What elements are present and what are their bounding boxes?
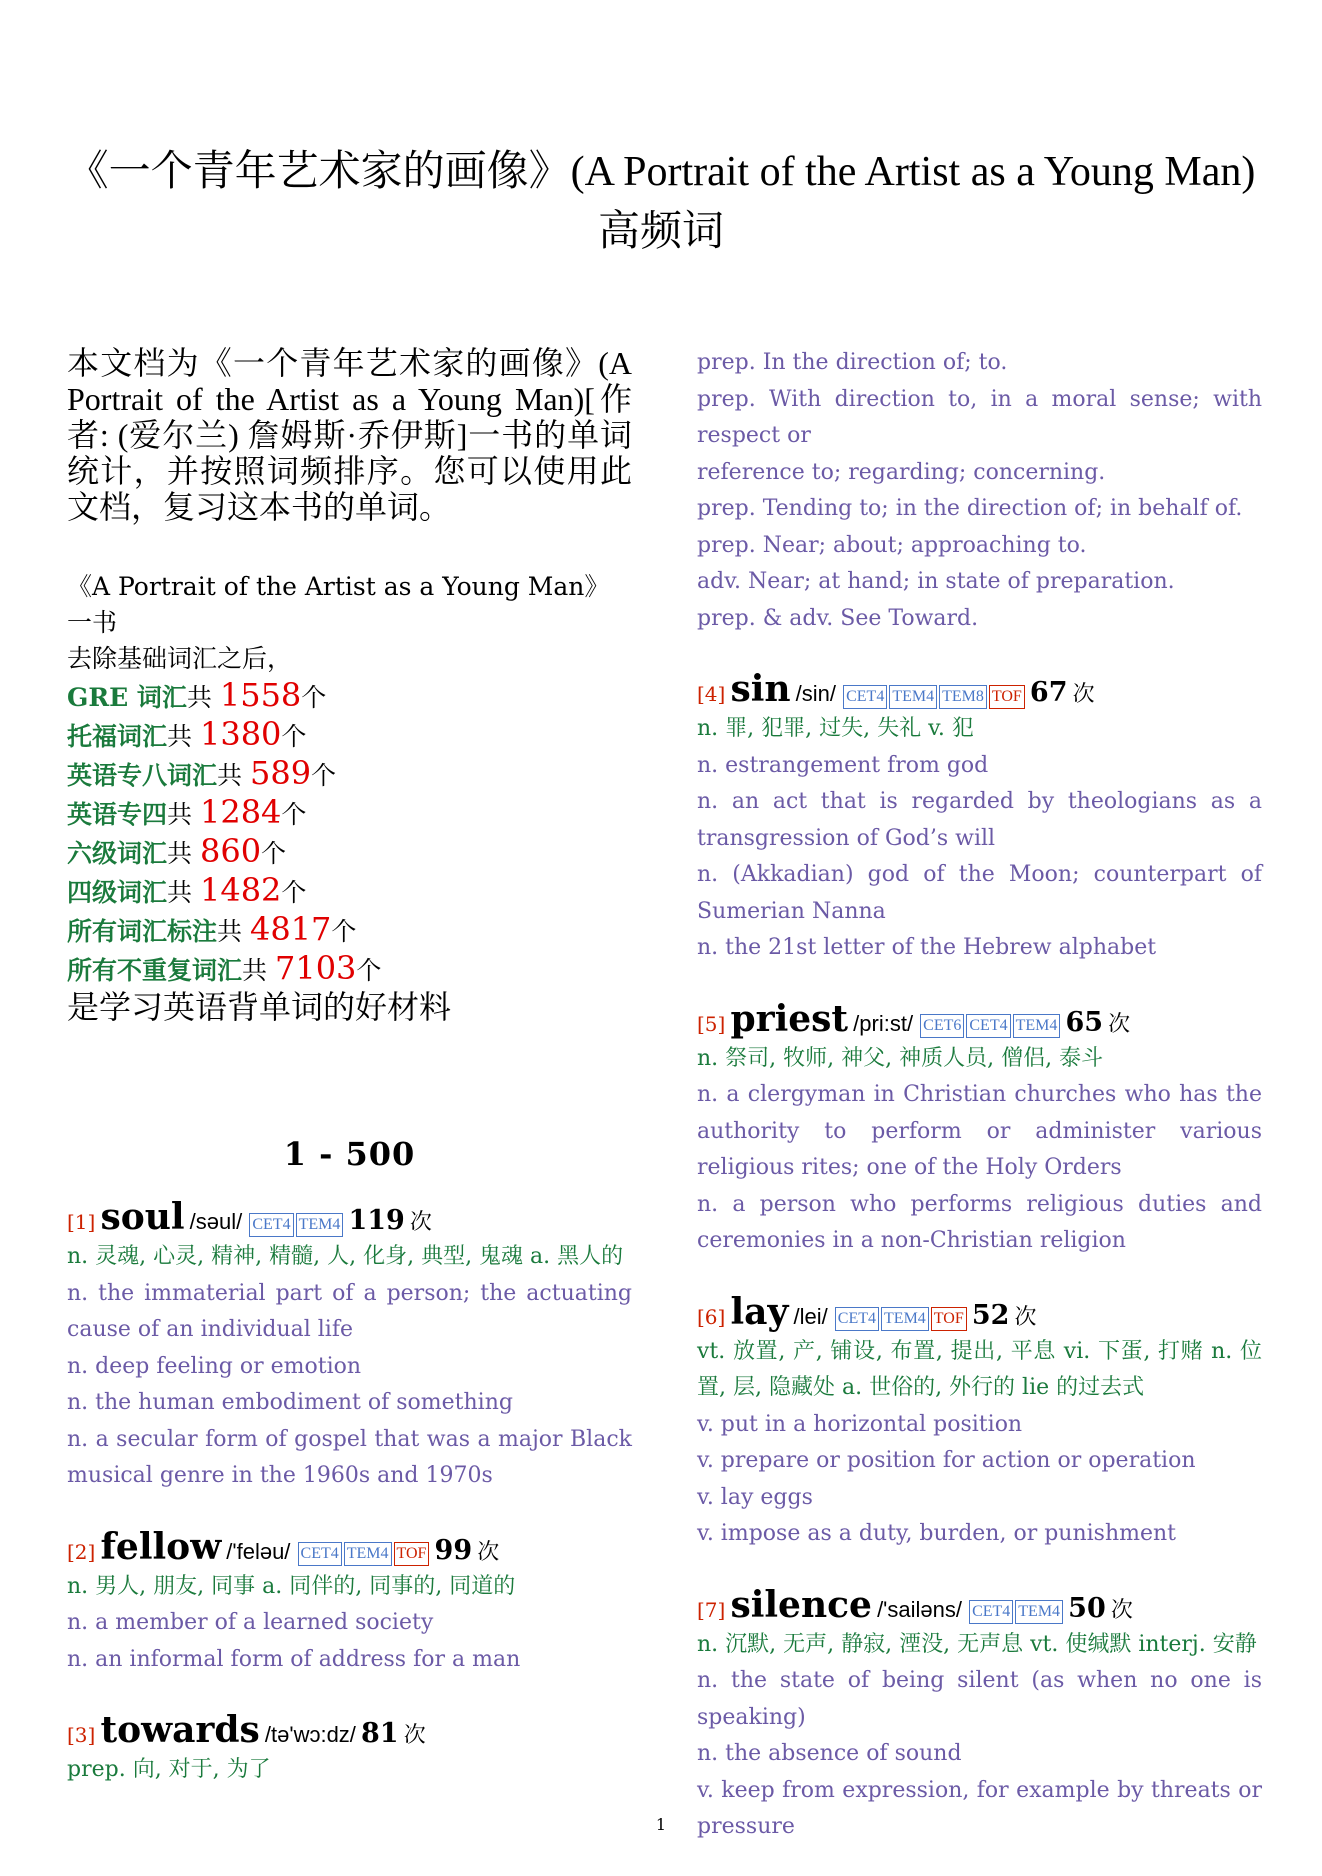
entry-index: [7] bbox=[697, 1597, 726, 1622]
entry-phonetic: /lei/ bbox=[793, 1303, 828, 1329]
entry-count-unit: 次 bbox=[1108, 1011, 1131, 1037]
stat-cet6: 六级词汇共 860个 bbox=[67, 832, 287, 870]
entry-def: adv. Near; at hand; in state of preparation. bbox=[697, 569, 1175, 594]
entry-word: soul bbox=[100, 1196, 185, 1238]
entry-def: prep. With direction to, in a moral sense; with respect or bbox=[697, 386, 1262, 448]
entry-index: [3] bbox=[67, 1723, 96, 1747]
entry-cn-def: prep. 向, 对于, 为了 bbox=[67, 1757, 271, 1782]
entry-phonetic: /'feləu/ bbox=[226, 1538, 291, 1564]
tag-cet4: CET4 bbox=[969, 1600, 1013, 1624]
tag-tem4: TEM4 bbox=[1013, 1014, 1061, 1038]
entry-cn-def: n. 罪, 犯罪, 过失, 失礼 v. 犯 bbox=[697, 716, 974, 741]
entry-def: n. a person who performs religious duties and ceremonies in a non-Christian religion bbox=[697, 1191, 1262, 1253]
stat-unique: 所有不重复词汇共 7103个 bbox=[67, 949, 382, 987]
summary-closing: 是学习英语背单词的好材料 bbox=[67, 988, 452, 1026]
entry-word: silence bbox=[730, 1583, 872, 1626]
tag-cet6: CET6 bbox=[920, 1014, 964, 1038]
word-entry-continued bbox=[697, 345, 1262, 637]
tag-tem4: TEM4 bbox=[344, 1542, 392, 1566]
entry-index: [2] bbox=[67, 1539, 96, 1564]
entry-header bbox=[697, 667, 1262, 711]
range-heading: 1 - 500 bbox=[283, 1135, 416, 1173]
entry-def: n. a member of a learned society bbox=[67, 1610, 434, 1635]
entry-word: priest bbox=[730, 997, 849, 1040]
entry-def: v. impose as a duty, burden, or punishment bbox=[697, 1521, 1177, 1546]
entry-def: prep. Near; about; approaching to. bbox=[697, 532, 1087, 558]
entry-phonetic: /tə'wɔ:dz/ bbox=[264, 1722, 356, 1747]
entry-cn-def: n. 沉默, 无声, 静寂, 湮没, 无声息 vt. 使缄默 interj. 安静 bbox=[697, 1631, 1257, 1657]
entry-cn-def: n. 男人, 朋友, 同事 a. 同伴的, 同事的, 同道的 bbox=[67, 1573, 516, 1599]
entry-index: [6] bbox=[697, 1304, 726, 1329]
page-number: 1 bbox=[655, 1815, 667, 1834]
entry-phonetic: /pri:st/ bbox=[853, 1010, 914, 1036]
entry-def: n. an act that is regarded by theologians as a transgression of God’s will bbox=[697, 789, 1262, 851]
tag-tem4: TEM4 bbox=[889, 685, 937, 709]
entry-word: fellow bbox=[100, 1525, 222, 1568]
tag-tem8: TEM8 bbox=[939, 685, 987, 709]
stat-cet4: 四级词汇共 1482个 bbox=[67, 871, 307, 909]
stat-gre: GRE 词汇共 1558个 bbox=[67, 676, 327, 714]
entry-count-unit: 次 bbox=[403, 1723, 426, 1748]
tag-tem4: TEM4 bbox=[296, 1213, 344, 1237]
entry-count: 65 bbox=[1065, 1006, 1104, 1038]
document-title bbox=[40, 142, 1282, 262]
entry-def: n. an informal form of address for a man bbox=[67, 1646, 521, 1672]
entry-cn-def: n. 祭司, 牧师, 神父, 神质人员, 僧侣, 泰斗 bbox=[697, 1045, 1104, 1071]
summary-heading-2: 去除基础词汇之后， bbox=[67, 644, 293, 673]
entry-word: lay bbox=[730, 1290, 789, 1333]
stat-tem4: 英语专四共 1284个 bbox=[67, 793, 307, 831]
entry-index: [4] bbox=[697, 682, 726, 706]
title-line-2: 高频词 bbox=[597, 209, 724, 255]
entry-header bbox=[697, 997, 1262, 1041]
tag-tof: TOF bbox=[931, 1307, 967, 1331]
entry-header bbox=[697, 1290, 1262, 1334]
tag-cet4: CET4 bbox=[966, 1014, 1010, 1038]
entry-phonetic: /sin/ bbox=[795, 681, 837, 706]
entry-cn-def: vt. 放置, 产, 铺设, 布置, 提出, 平息 vi. 下蛋, 打赌 n. 位置, 层, 隐藏处 a. 世俗的, 外行的 lie 的过去式 bbox=[697, 1338, 1262, 1400]
entry-count: 81 bbox=[361, 1718, 399, 1749]
tag-tof: TOF bbox=[989, 685, 1025, 709]
entry-count: 67 bbox=[1029, 677, 1068, 708]
entry-def: n. the 21st letter of the Hebrew alphabet bbox=[697, 935, 1157, 960]
entry-def: reference to; regarding; concerning. bbox=[697, 459, 1106, 485]
entry-phonetic: /'sailəns/ bbox=[877, 1596, 962, 1622]
intro-paragraph: 本文档为《一个青年艺术家的画像》(A Portrait of the Artist as a Young Man)[作者: (爱尔兰) 詹姆斯·乔伊斯]一书的单词统计，并按照词频排序。您可以使用此文档，复习这本书的单词。 bbox=[67, 345, 632, 525]
entry-def: n. the absence of sound bbox=[697, 1741, 962, 1766]
right-column bbox=[697, 345, 1262, 1876]
entry-phonetic: /səul/ bbox=[189, 1209, 243, 1234]
entry-header bbox=[67, 1708, 632, 1752]
entry-def: v. keep from expression, for example by threats or pressure bbox=[697, 1777, 1262, 1839]
entry-def: n. deep feeling or emotion bbox=[67, 1353, 362, 1379]
entry-def: prep. & adv. See Toward. bbox=[697, 605, 979, 631]
word-entry bbox=[697, 1290, 1262, 1553]
entry-def: n. estrangement from god bbox=[697, 752, 989, 778]
entry-def: prep. Tending to; in the direction of; in behalf of. bbox=[697, 496, 1243, 521]
entry-header bbox=[67, 1525, 632, 1569]
entry-word: sin bbox=[730, 668, 791, 710]
entry-def: n. a clergyman in Christian churches who has the authority to perform or administer various religious rites; one of the Holy Orders bbox=[697, 1082, 1262, 1180]
entry-word: towards bbox=[100, 1709, 260, 1751]
entry-def: v. lay eggs bbox=[697, 1484, 813, 1510]
entry-def: n. the immaterial part of a person; the actuating cause of an individual life bbox=[67, 1280, 632, 1342]
entry-header bbox=[67, 1195, 632, 1239]
tag-tem4: TEM4 bbox=[881, 1307, 929, 1331]
vocab-summary bbox=[67, 569, 632, 1025]
entry-def: n. the human embodiment of something bbox=[67, 1390, 513, 1415]
tag-tem4: TEM4 bbox=[1015, 1600, 1063, 1624]
entry-count-unit: 次 bbox=[409, 1210, 432, 1235]
tag-cet4: CET4 bbox=[843, 685, 887, 709]
word-entry bbox=[697, 997, 1262, 1260]
tag-tof: TOF bbox=[394, 1542, 430, 1566]
title-line-1: 《一个青年艺术家的画像》(A Portrait of the Artist as a Young Man) bbox=[66, 149, 1256, 195]
entry-count-unit: 次 bbox=[1072, 682, 1095, 707]
entry-index: [1] bbox=[67, 1210, 96, 1234]
entry-count-unit: 次 bbox=[1110, 1597, 1133, 1623]
stat-all-tagged: 所有词汇标注共 4817个 bbox=[67, 910, 357, 948]
tag-cet4: CET4 bbox=[835, 1307, 879, 1331]
entry-cn-def: n. 灵魂, 心灵, 精神, 精髓, 人, 化身, 典型, 鬼魂 a. 黑人的 bbox=[67, 1244, 624, 1269]
entry-header bbox=[697, 1583, 1262, 1627]
stat-toefl: 托福词汇共 1380个 bbox=[67, 715, 307, 753]
tag-cet4: CET4 bbox=[298, 1542, 342, 1566]
entry-count: 52 bbox=[971, 1299, 1010, 1331]
entry-count-unit: 次 bbox=[477, 1539, 500, 1565]
entry-count: 99 bbox=[434, 1534, 473, 1566]
word-entry bbox=[67, 1525, 632, 1679]
entry-def: n. a secular form of gospel that was a major Black musical genre in the 1960s and 1970s bbox=[67, 1426, 632, 1488]
entry-index: [5] bbox=[697, 1011, 726, 1036]
entry-count: 119 bbox=[348, 1205, 405, 1236]
stat-tem8: 英语专八词汇共 589个 bbox=[67, 754, 337, 792]
word-entry bbox=[697, 667, 1262, 967]
summary-heading-1: 《A Portrait of the Artist as a Young Man》一书 bbox=[67, 572, 610, 637]
tag-cet4: CET4 bbox=[249, 1213, 293, 1237]
word-entry bbox=[67, 1708, 632, 1789]
entry-def: prep. In the direction of; to. bbox=[697, 350, 1008, 375]
entry-def: v. put in a horizontal position bbox=[697, 1411, 1023, 1437]
entry-count: 50 bbox=[1068, 1592, 1106, 1624]
word-entry bbox=[697, 1583, 1262, 1846]
entry-def: n. the state of being silent (as when no one is speaking) bbox=[697, 1668, 1262, 1730]
entry-def: v. prepare or position for action or operation bbox=[697, 1448, 1196, 1473]
word-entry bbox=[67, 1195, 632, 1495]
left-column bbox=[67, 345, 632, 1819]
entry-count-unit: 次 bbox=[1014, 1304, 1037, 1330]
entry-def: n. (Akkadian) god of the Moon; counterpart of Sumerian Nanna bbox=[697, 862, 1262, 924]
